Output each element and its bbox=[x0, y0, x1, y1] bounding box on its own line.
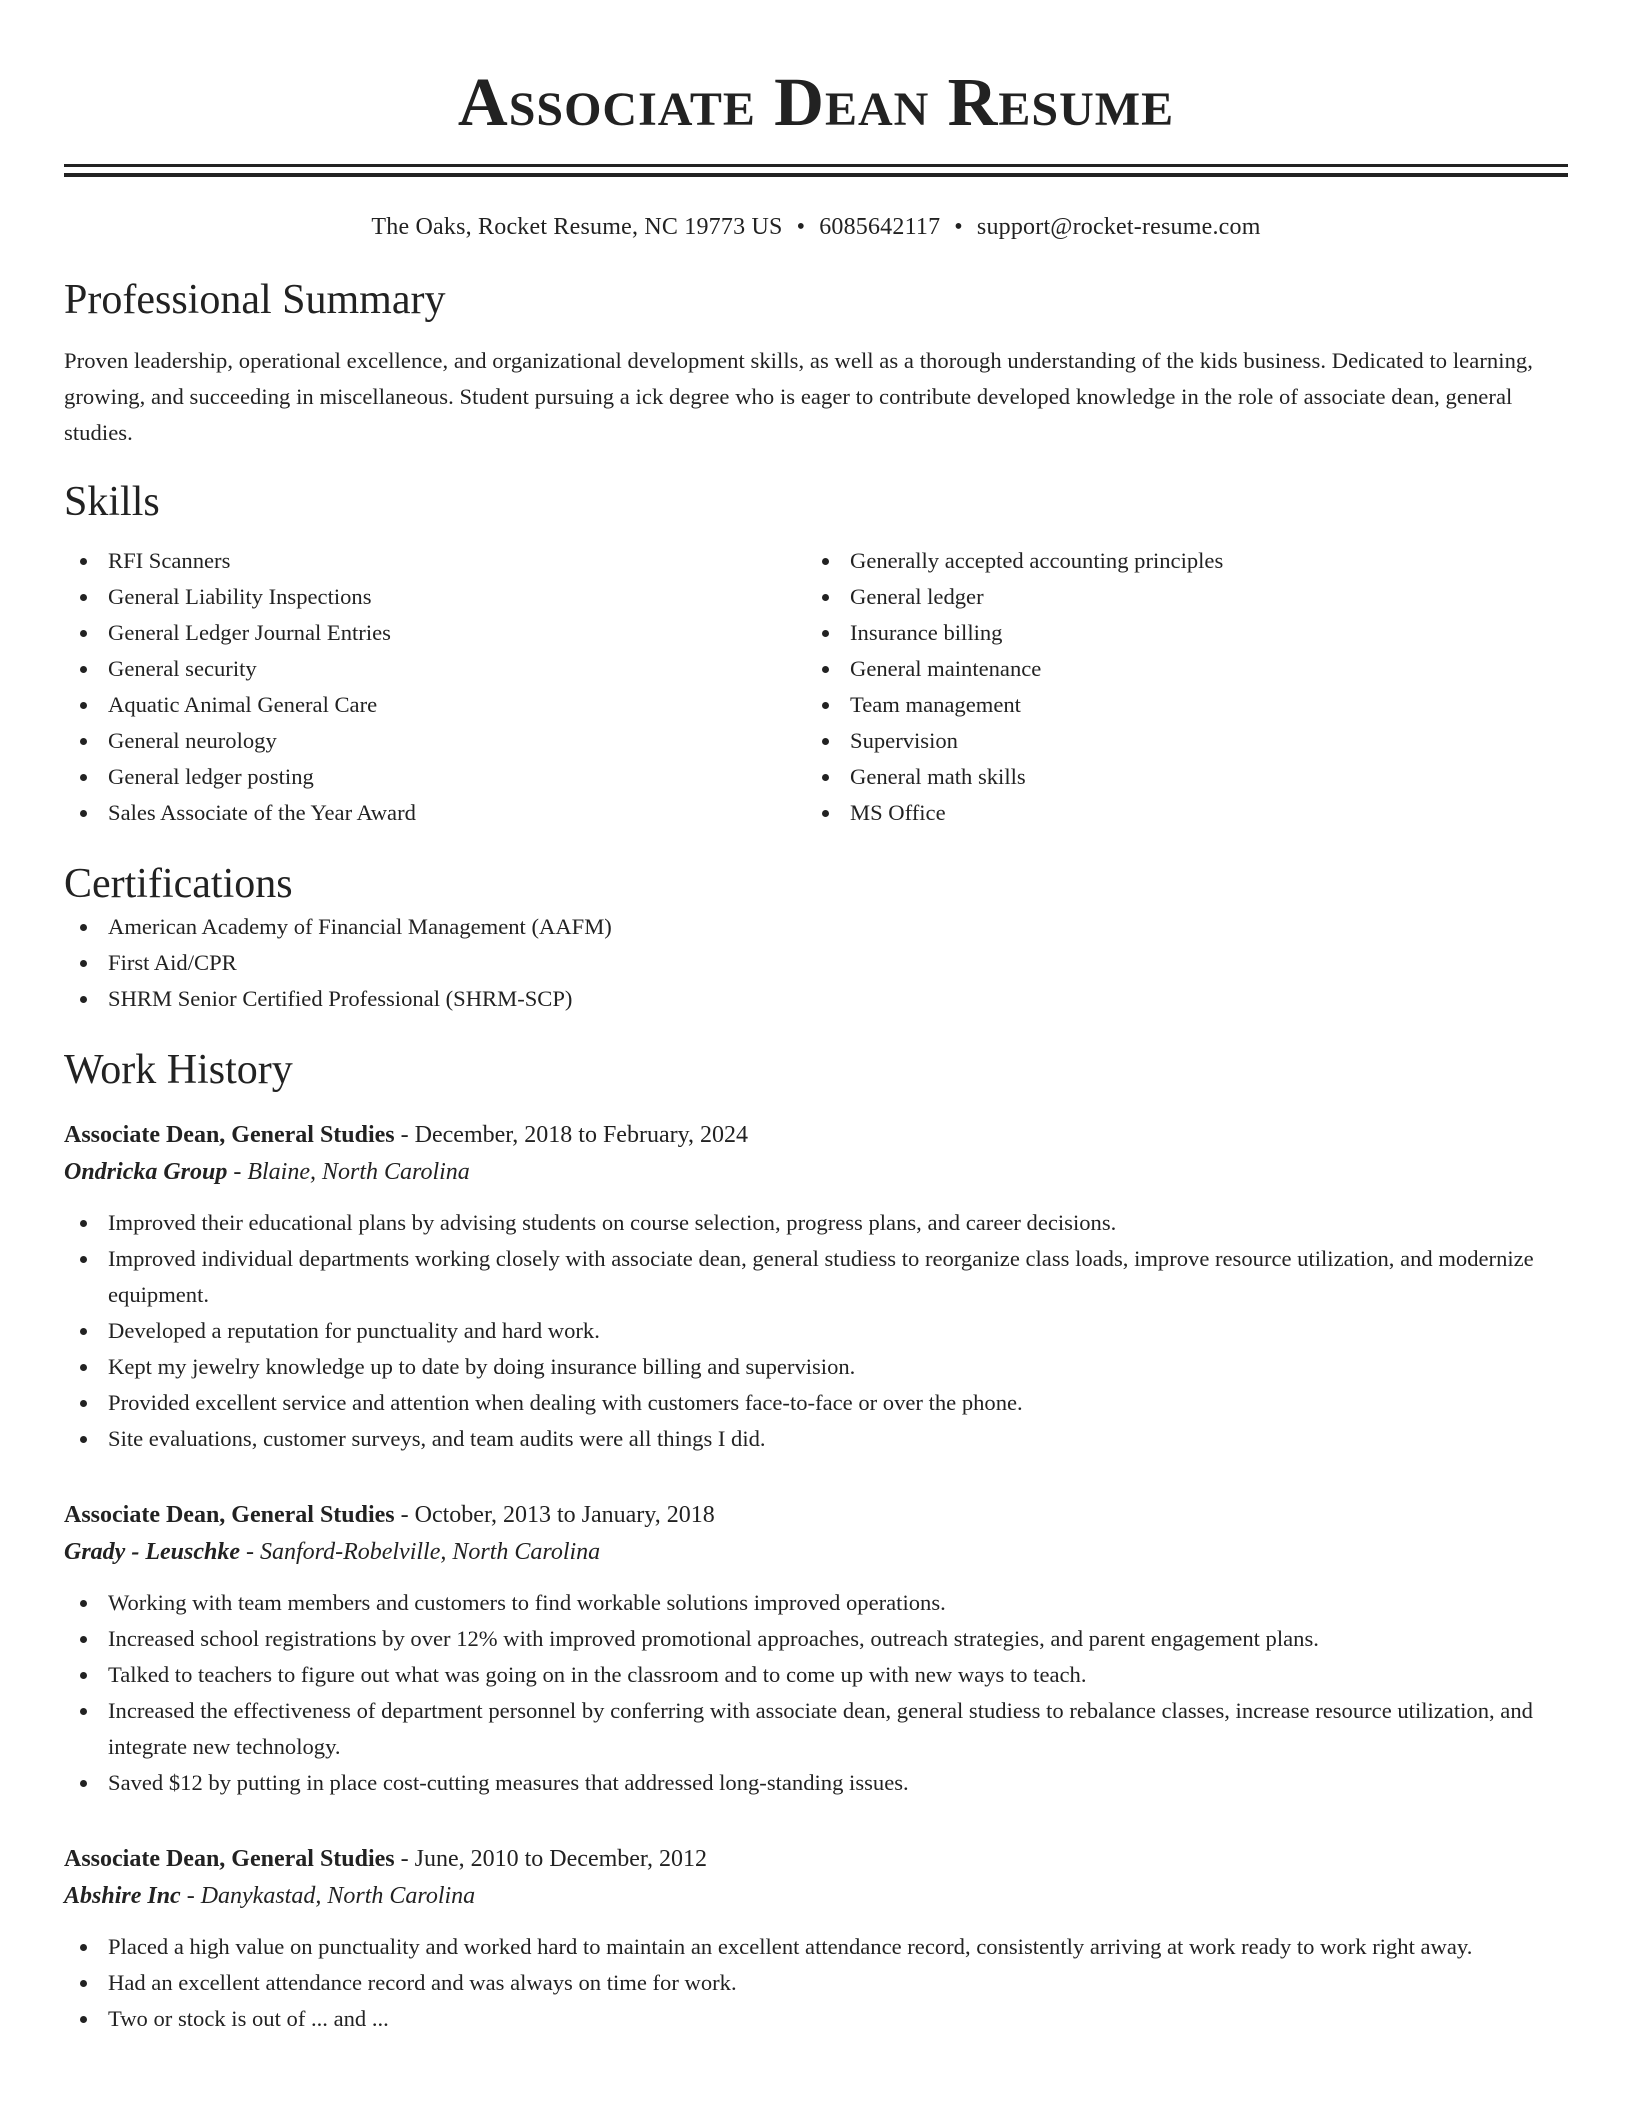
certification-item: SHRM Senior Certified Professional (SHRM-SCP) bbox=[64, 981, 1568, 1017]
job-dates: - October, 2013 to January, 2018 bbox=[394, 1502, 715, 1528]
summary-text: Proven leadership, operational excellence, and organizational development skills, as well as a thorough understanding of the kids business. Dedicated to learning, growing, and succeeding in miscellaneous. Student pursuing a ick degree who is eager to contribute developed knowledge in the role of associate dean, general studies. bbox=[64, 348, 1533, 445]
job-title: Associate Dean, General Studies bbox=[64, 1502, 395, 1528]
title-rule-top bbox=[64, 164, 1568, 167]
job-title-line bbox=[64, 1841, 1568, 1877]
job-org-line bbox=[64, 1533, 1568, 1571]
job-bullet: Had an excellent attendance record and was always on time for work. bbox=[64, 1965, 1568, 2001]
skill-item: Sales Associate of the Year Award bbox=[64, 795, 806, 831]
job-bullet: Two or stock is out of ... and ... bbox=[64, 2001, 1568, 2037]
skill-item: MS Office bbox=[806, 795, 1548, 831]
contact-line bbox=[64, 211, 1568, 243]
certification-item: First Aid/CPR bbox=[64, 945, 1568, 981]
job-dates: - June, 2010 to December, 2012 bbox=[394, 1846, 707, 1872]
job-org-line bbox=[64, 1877, 1568, 1915]
job-bullets bbox=[64, 1929, 1568, 2037]
contact-phone: 6085642117 bbox=[819, 214, 941, 240]
job-bullet: Site evaluations, customer surveys, and team audits were all things I did. bbox=[64, 1421, 1568, 1457]
skills-list bbox=[64, 543, 1568, 831]
contact-email: support@rocket-resume.com bbox=[976, 214, 1261, 240]
job-title-line bbox=[64, 1117, 1568, 1153]
skill-item: General neurology bbox=[64, 723, 806, 759]
job-bullets bbox=[64, 1585, 1568, 1801]
contact-address: The Oaks, Rocket Resume, NC 19773 US bbox=[371, 214, 783, 240]
skill-item: Team management bbox=[806, 687, 1548, 723]
skill-item: General Liability Inspections bbox=[64, 579, 806, 615]
skills-column-left bbox=[64, 543, 806, 831]
job-company: Grady - Leuschke bbox=[64, 1539, 240, 1565]
job-bullet: Kept my jewelry knowledge up to date by doing insurance billing and supervision. bbox=[64, 1349, 1568, 1385]
job-title: Associate Dean, General Studies bbox=[64, 1122, 395, 1148]
job-entry bbox=[64, 1497, 1568, 1801]
job-dates: - December, 2018 to February, 2024 bbox=[394, 1122, 749, 1148]
skill-item: Insurance billing bbox=[806, 615, 1548, 651]
job-company: Ondricka Group bbox=[64, 1159, 228, 1185]
job-bullet: Improved their educational plans by advising students on course selection, progress plans, and career decisions. bbox=[64, 1205, 1568, 1241]
certification-item: American Academy of Financial Management (AAFM) bbox=[64, 909, 1568, 945]
job-location: - Danykastad, North Carolina bbox=[180, 1883, 476, 1909]
job-bullet: Talked to teachers to figure out what was going on in the classroom and to come up with new ways to teach. bbox=[64, 1657, 1568, 1693]
skill-item: Aquatic Animal General Care bbox=[64, 687, 806, 723]
contact-separator: • bbox=[954, 214, 963, 240]
work-history-heading: Work History bbox=[64, 1047, 293, 1093]
certifications-heading: Certifications bbox=[64, 861, 293, 907]
resume-page bbox=[64, 0, 1568, 2037]
skill-item: General maintenance bbox=[806, 651, 1548, 687]
job-title-line bbox=[64, 1497, 1568, 1533]
skill-item: General math skills bbox=[806, 759, 1548, 795]
skills-column-right bbox=[806, 543, 1548, 831]
job-bullet: Improved individual departments working closely with associate dean, general studiess to reorganize class loads, improve resource utilization, and modernize equipment. bbox=[64, 1241, 1568, 1313]
job-entry bbox=[64, 1841, 1568, 2037]
contact-separator: • bbox=[796, 214, 806, 240]
resume-title: Associate Dean Resume bbox=[457, 64, 1175, 140]
skill-item: General ledger posting bbox=[64, 759, 806, 795]
job-company: Abshire Inc bbox=[64, 1883, 181, 1909]
title-rule-bottom bbox=[64, 173, 1568, 177]
job-entry bbox=[64, 1117, 1568, 1457]
skills-heading: Skills bbox=[64, 479, 160, 525]
job-location: - Sanford-Robelville, North Carolina bbox=[239, 1539, 601, 1565]
job-bullet: Provided excellent service and attention when dealing with customers face-to-face or over the phone. bbox=[64, 1385, 1568, 1421]
job-bullet: Developed a reputation for punctuality and hard work. bbox=[64, 1313, 1568, 1349]
job-title: Associate Dean, General Studies bbox=[64, 1846, 395, 1872]
skill-item: General ledger bbox=[806, 579, 1548, 615]
job-bullet: Increased the effectiveness of department personnel by conferring with associate dean, general studiess to rebalance classes, increase resource utilization, and integrate new technology. bbox=[64, 1693, 1568, 1765]
summary-heading: Professional Summary bbox=[64, 277, 446, 323]
job-location: - Blaine, North Carolina bbox=[227, 1159, 470, 1185]
skill-item: General security bbox=[64, 651, 806, 687]
skill-item: General Ledger Journal Entries bbox=[64, 615, 806, 651]
job-bullet: Working with team members and customers to find workable solutions improved operations. bbox=[64, 1585, 1568, 1621]
job-org-line bbox=[64, 1153, 1568, 1191]
job-bullet: Saved $12 by putting in place cost-cutting measures that addressed long-standing issues. bbox=[64, 1765, 1568, 1801]
skill-item: Generally accepted accounting principles bbox=[806, 543, 1548, 579]
skill-item: RFI Scanners bbox=[64, 543, 806, 579]
job-bullet: Increased school registrations by over 12% with improved promotional approaches, outreach strategies, and parent engagement plans. bbox=[64, 1621, 1568, 1657]
skill-item: Supervision bbox=[806, 723, 1548, 759]
certifications-list bbox=[64, 909, 1568, 1017]
job-bullets bbox=[64, 1205, 1568, 1457]
job-bullet: Placed a high value on punctuality and worked hard to maintain an excellent attendance record, consistently arriving at work ready to work right away. bbox=[64, 1929, 1568, 1965]
